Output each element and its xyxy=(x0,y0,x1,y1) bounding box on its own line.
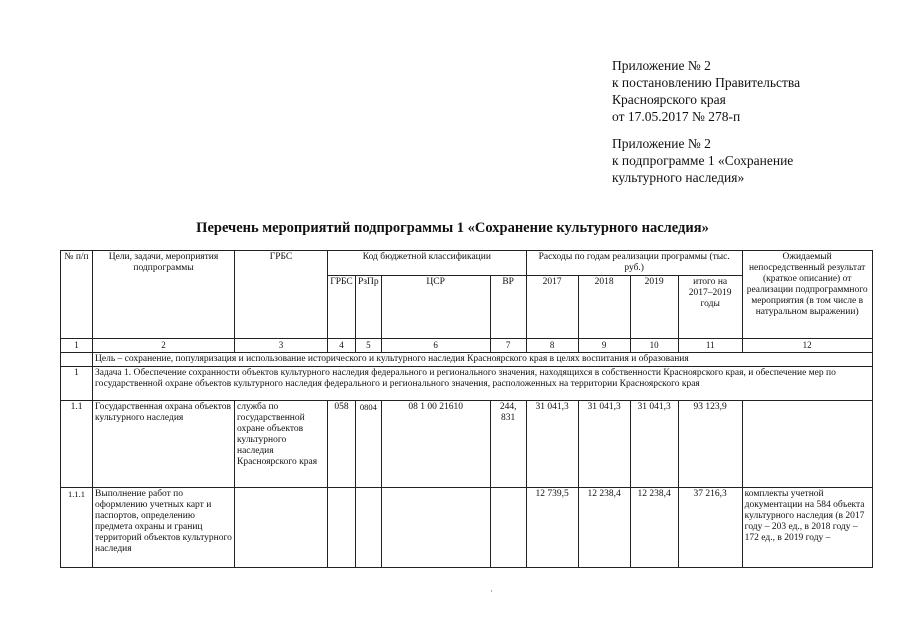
task-text: Задача 1. Обеспечение сохранности объектов культурного наследия федерального и регионального значения, находящихся в собственности Красноярского края, и обеспечение мер по государственной охране объектов культурного наследия федерального и регионального значения, расположенных на территории Красноярского края xyxy=(93,367,873,401)
col-number: 10 xyxy=(630,339,678,353)
row-result xyxy=(742,401,872,488)
column-numbers-row xyxy=(61,339,873,353)
col-number: 2 xyxy=(93,339,235,353)
task-num: 1 xyxy=(61,367,93,401)
row-num: 1.1.1 xyxy=(61,488,93,568)
scan-mark: · xyxy=(490,586,493,596)
row-2018: 31 041,3 xyxy=(578,401,630,488)
col-number: 7 xyxy=(490,339,526,353)
col-number: 6 xyxy=(381,339,490,353)
header-num: № п/п xyxy=(61,251,93,339)
header-expenses: Расходы по годам реализации программы (тыс. руб.) xyxy=(526,251,742,276)
header-goals: Цели, задачи, мероприятия подпрограммы xyxy=(93,251,235,339)
row-grbs-name: служба по государственной охране объектов культурного наследия Красноярского края xyxy=(235,401,328,488)
subheader-vr: ВР xyxy=(490,276,526,339)
task-row xyxy=(61,367,873,401)
annex-line: Красноярского края xyxy=(612,92,726,107)
col-number: 8 xyxy=(526,339,578,353)
row-2018: 12 238,4 xyxy=(578,488,630,568)
table-row xyxy=(61,401,873,488)
subheader-rzpr: РзПр xyxy=(356,276,382,339)
annex-line: культурного наследия» xyxy=(612,170,745,185)
goal-text: Цель – сохранение, популяризация и использование исторического и культурного наследия Красноярского края в целях воспитания и образования xyxy=(93,353,873,367)
annex-block-resolution xyxy=(612,57,800,125)
row-csr xyxy=(381,488,490,568)
annex-line: от 17.05.2017 № 278-п xyxy=(612,109,741,124)
subheader-2017: 2017 xyxy=(526,276,578,339)
row-total: 37 216,3 xyxy=(678,488,742,568)
col-number: 3 xyxy=(235,339,328,353)
row-grbs-name xyxy=(235,488,328,568)
annex-line: Приложение № 2 xyxy=(612,136,711,151)
header-row xyxy=(61,251,873,276)
annex-line: к постановлению Правительства xyxy=(612,75,801,90)
document-title: Перечень мероприятий подпрограммы 1 «Сохранение культурного наследия» xyxy=(196,220,709,236)
col-number: 5 xyxy=(356,339,382,353)
header-budget-code: Код бюджетной классификации xyxy=(328,251,527,276)
row-2019: 12 238,4 xyxy=(630,488,678,568)
row-total: 93 123,9 xyxy=(678,401,742,488)
row-vr: 244, 831 xyxy=(490,401,526,488)
col-number: 12 xyxy=(742,339,872,353)
col-number: 1 xyxy=(61,339,93,353)
row-vr xyxy=(490,488,526,568)
goal-num-cell xyxy=(61,353,93,367)
row-num: 1.1 xyxy=(61,401,93,488)
row-2017: 12 739,5 xyxy=(526,488,578,568)
annex-line: к подпрограмме 1 «Сохранение xyxy=(612,153,794,168)
row-name: Государственная охрана объектов культурного наследия xyxy=(93,401,235,488)
header-grbs: ГРБС xyxy=(235,251,328,339)
row-grbs-code: 058 xyxy=(328,401,356,488)
row-rzpr xyxy=(356,488,382,568)
row-grbs-code xyxy=(328,488,356,568)
header-result: Ожидаемый непосредственный результат (краткое описание) от реализации подпрограммного мероприятия (в том числе в натуральном выражении) xyxy=(742,251,872,339)
goal-row xyxy=(61,353,873,367)
annex-line: Приложение № 2 xyxy=(612,58,711,73)
col-number: 4 xyxy=(328,339,356,353)
row-2019: 31 041,3 xyxy=(630,401,678,488)
subheader-grbs: ГРБС xyxy=(328,276,356,339)
annex-block-subprogram xyxy=(612,135,793,186)
subheader-2019: 2019 xyxy=(630,276,678,339)
subheader-2018: 2018 xyxy=(578,276,630,339)
col-number: 11 xyxy=(678,339,742,353)
row-result: комплекты учетной документации на 584 объекта культурного наследия (в 2017 году – 203 ед., в 2018 году – 172 ед., в 2019 году – xyxy=(742,488,872,568)
row-rzpr: 0804 xyxy=(356,401,382,488)
table-row xyxy=(61,488,873,568)
row-name: Выполнение работ по оформлению учетных карт и паспортов, определению предмета охраны и границ территорий объектов культурного наследия xyxy=(93,488,235,568)
activities-table xyxy=(60,250,873,568)
subheader-total: итого на 2017–2019 годы xyxy=(678,276,742,339)
subheader-csr: ЦСР xyxy=(381,276,490,339)
row-2017: 31 041,3 xyxy=(526,401,578,488)
col-number: 9 xyxy=(578,339,630,353)
row-csr: 08 1 00 21610 xyxy=(381,401,490,488)
